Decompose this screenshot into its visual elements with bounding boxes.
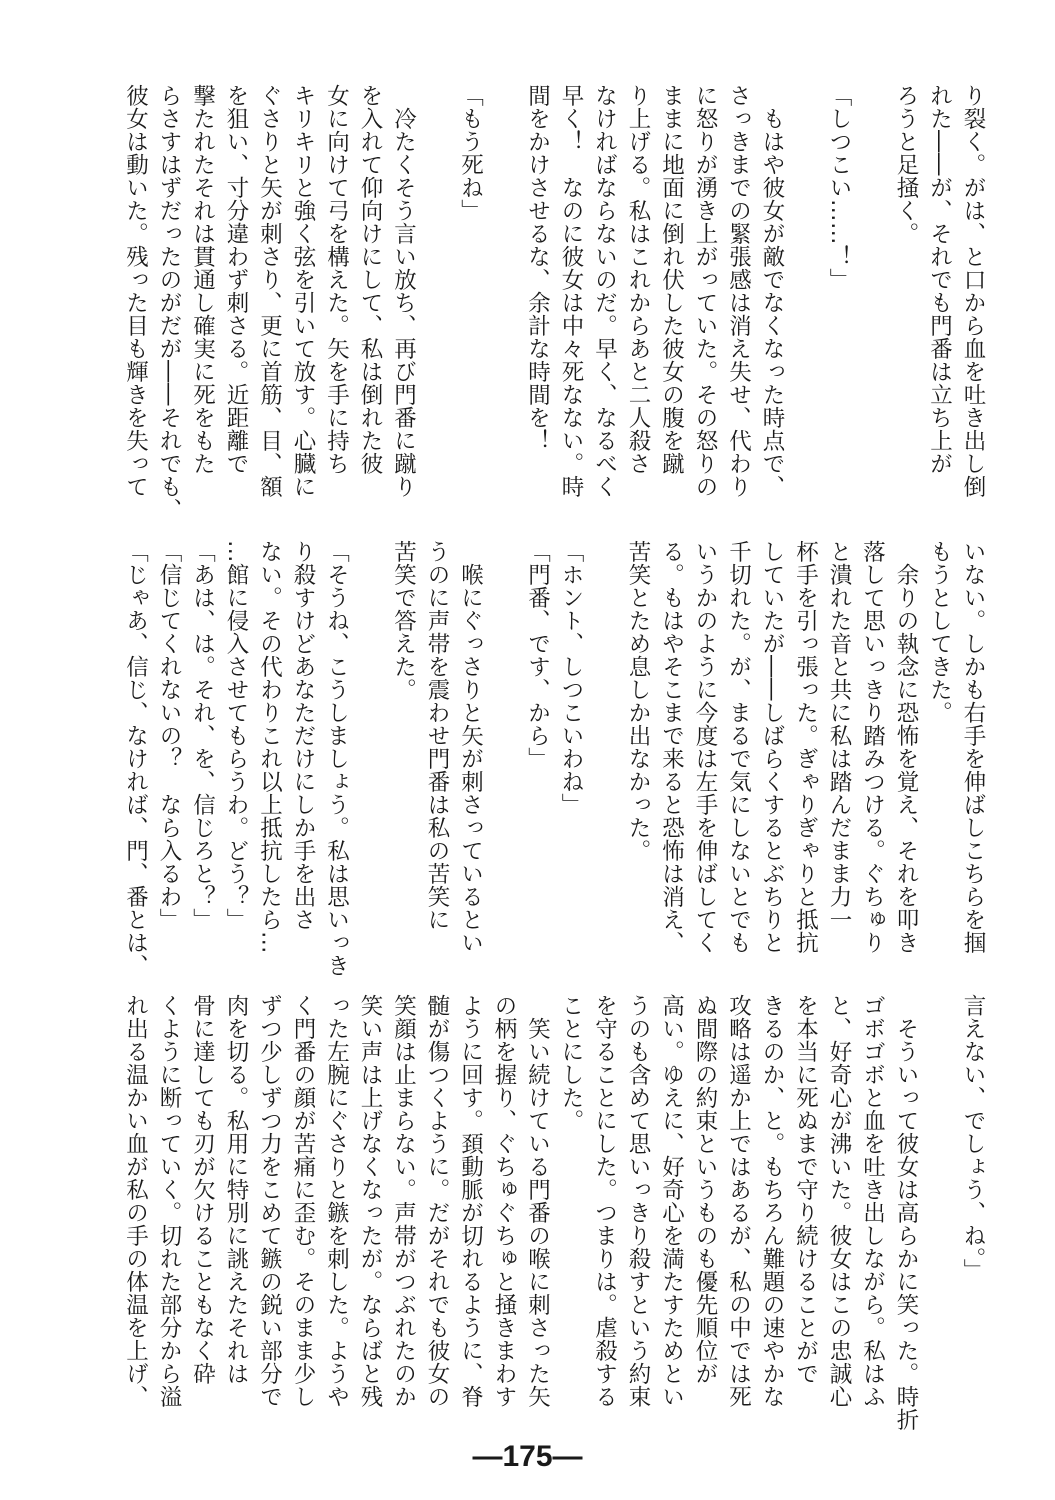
text-line: 「門番、です、から」: [524, 540, 551, 770]
text-line: [587, 540, 621, 985]
text-line: く門番の顔が苦痛に歪む。そのまま少し: [290, 994, 316, 1408]
text-line: の柄を握り、ぐちゅぐちゅと掻きまわす: [491, 994, 517, 1408]
text-line: うのに声帯を震わせ門番は私の苦笑に: [424, 540, 450, 931]
text-line: 笑い声は上げなくなったが。ならばと残: [357, 994, 383, 1408]
text-line: を狙い、寸分違わず刺さる。近距離で: [223, 84, 249, 475]
text-line: なければならないのだ。早く、なるべく: [591, 84, 618, 498]
text-line: 「もう死ね」: [457, 84, 484, 222]
text-line: [855, 84, 889, 529]
text-line: きるのか、と。もちろん難題の速やかな: [759, 994, 785, 1408]
text-line: 高い。ゆえに、好奇心を満たすためとい: [658, 994, 685, 1408]
text-line: もはや彼女が敵でなくなった時点で、: [759, 84, 785, 498]
text-line: 喉にぐっさりと矢が刺さっているとい: [457, 540, 484, 954]
text-line: れ出る温かい血が私の手の体温を上げ、: [122, 994, 149, 1408]
text-line: くように断っていく。切れた部分から溢: [156, 994, 182, 1408]
text-line: 千切れた。が、まるで気にしないとでも: [725, 540, 752, 954]
text-line: そういって彼女は高らかに笑った。時折: [893, 994, 919, 1431]
text-line: れた――が、それでも門番は立ち上が: [926, 84, 953, 475]
text-line: もうとしてきた。: [926, 540, 953, 724]
text-line: 苦笑で答えた。: [390, 540, 417, 701]
text-block-top: [117, 84, 989, 529]
text-line: ゴボゴボと血を吐き出しながら。私はふ: [859, 994, 886, 1408]
text-line: 落して思いっきり踏みつける。ぐちゅり: [859, 540, 886, 954]
text-line: ぐさりと矢が刺さり、更に首筋、目、額: [256, 84, 283, 498]
text-line: 「あは、は。それ、を、信じろと？」: [189, 540, 216, 931]
text-line: いない。しかも右手を伸ばしこちらを掴: [960, 540, 986, 954]
text-line: 「しつこい……！」: [826, 84, 852, 291]
text-line: [788, 84, 822, 529]
text-line: 余りの執念に恐怖を覚え、それを叩き: [893, 540, 919, 954]
text-line: [922, 994, 956, 1439]
text-block-bottom: [117, 994, 989, 1439]
text-line: 「そうね、こうしましょう。私は思いっき: [323, 540, 350, 977]
text-line: に怒りが湧き上がっていた。その怒りの: [692, 84, 718, 498]
text-line: [420, 84, 454, 529]
text-line: ことにした。: [558, 994, 584, 1132]
text-line: と潰れた音と共に私は踏んだまま力一: [826, 540, 852, 931]
text-line: 髄が傷つくように。だがそれでも彼女の: [424, 994, 450, 1408]
text-line: 早く！ なのに彼女は中々死なない。時: [558, 84, 584, 498]
text-line: 彼女は動いた。残った目も輝きを失って: [122, 84, 149, 498]
text-line: と、好奇心が沸いた。彼女はこの忠誠心: [826, 994, 852, 1408]
text-line: を本当に死ぬまで守り続けることがで: [792, 994, 819, 1385]
text-line: 笑い続けている門番の喉に刺さった矢: [524, 994, 551, 1408]
text-line: ままに地面に倒れ伏した彼女の腹を蹴: [658, 84, 685, 475]
text-line: 女に向けて弓を構えた。矢を手に持ち: [323, 84, 350, 475]
text-line: った左腕にぐさりと鏃を刺した。ようや: [323, 994, 350, 1408]
text-line: り殺すけどあなただけにしか手を出さ: [290, 540, 316, 931]
text-line: ように回す。頚動脈が切れるように、脊: [457, 994, 484, 1408]
text-line: ない。その代わりこれ以上抵抗したら…: [256, 540, 283, 954]
text-line: [487, 84, 521, 529]
text-line: 攻略は遥か上ではあるが、私の中では死: [725, 994, 752, 1408]
text-line: を守ることにした。つまりは。虐殺する: [591, 994, 618, 1408]
text-line: ぬ間際の約束というものも優先順位が: [692, 994, 718, 1385]
text-line: 杯手を引っ張った。ぎゃりぎゃりと抵抗: [792, 540, 819, 954]
text-line: らさすはずだったのがだが――それでも、: [156, 84, 182, 521]
text-line: [353, 540, 387, 985]
text-line: り裂く。がは、と口から血を吐き出し倒: [960, 84, 986, 498]
text-line: る。もはやそこまで来ると恐怖は消え、: [658, 540, 685, 954]
text-line: 苦笑とため息しか出なかった。: [625, 540, 651, 862]
text-line: さっきまでの緊張感は消え失せ、代わり: [725, 84, 752, 498]
text-line: を入れて仰向けにして、私は倒れた彼: [357, 84, 383, 475]
text-line: ろうと足掻く。: [893, 84, 919, 245]
page-number: ―175―: [472, 1440, 583, 1473]
text-line: 冷たくそう言い放ち、再び門番に蹴り: [390, 84, 417, 498]
text-line: 撃たれたそれは貫通し確実に死をもた: [189, 84, 216, 475]
text-line: キリキリと強く弦を引いて放す。心臓に: [290, 84, 316, 498]
text-line: 間をかけさせるな、余計な時間を！: [524, 84, 551, 452]
text-line: 言えない、でしょう、ね。」: [960, 994, 986, 1282]
text-block-middle: [117, 540, 989, 985]
text-line: うのも含めて思いっきり殺すという約束: [625, 994, 651, 1408]
text-line: 笑顔は止まらない。声帯がつぶれたのか: [390, 994, 417, 1408]
text-line: 「信じてくれないの？ なら入るわ」: [156, 540, 182, 931]
text-line: [487, 540, 521, 985]
text-line: ずつ少しずつ力をこめて鏃の鋭い部分で: [256, 994, 283, 1408]
text-line: り上げる。私はこれからあと二人殺さ: [625, 84, 651, 475]
text-line: …館に侵入させてもらうわ。どう？」: [223, 540, 249, 931]
text-line: 「じゃあ、信じ、なければ、門、番とは、: [122, 540, 149, 977]
text-line: 骨に達しても刃が欠けることもなく砕: [189, 994, 216, 1385]
text-line: 「ホント、しつこいわね」: [558, 540, 584, 816]
text-line: していたが――しばらくするとぶちりと: [759, 540, 785, 954]
text-line: いうかのように今度は左手を伸ばしてく: [692, 540, 718, 954]
text-line: 肉を切る。私用に特別に誂えたそれは: [223, 994, 249, 1385]
